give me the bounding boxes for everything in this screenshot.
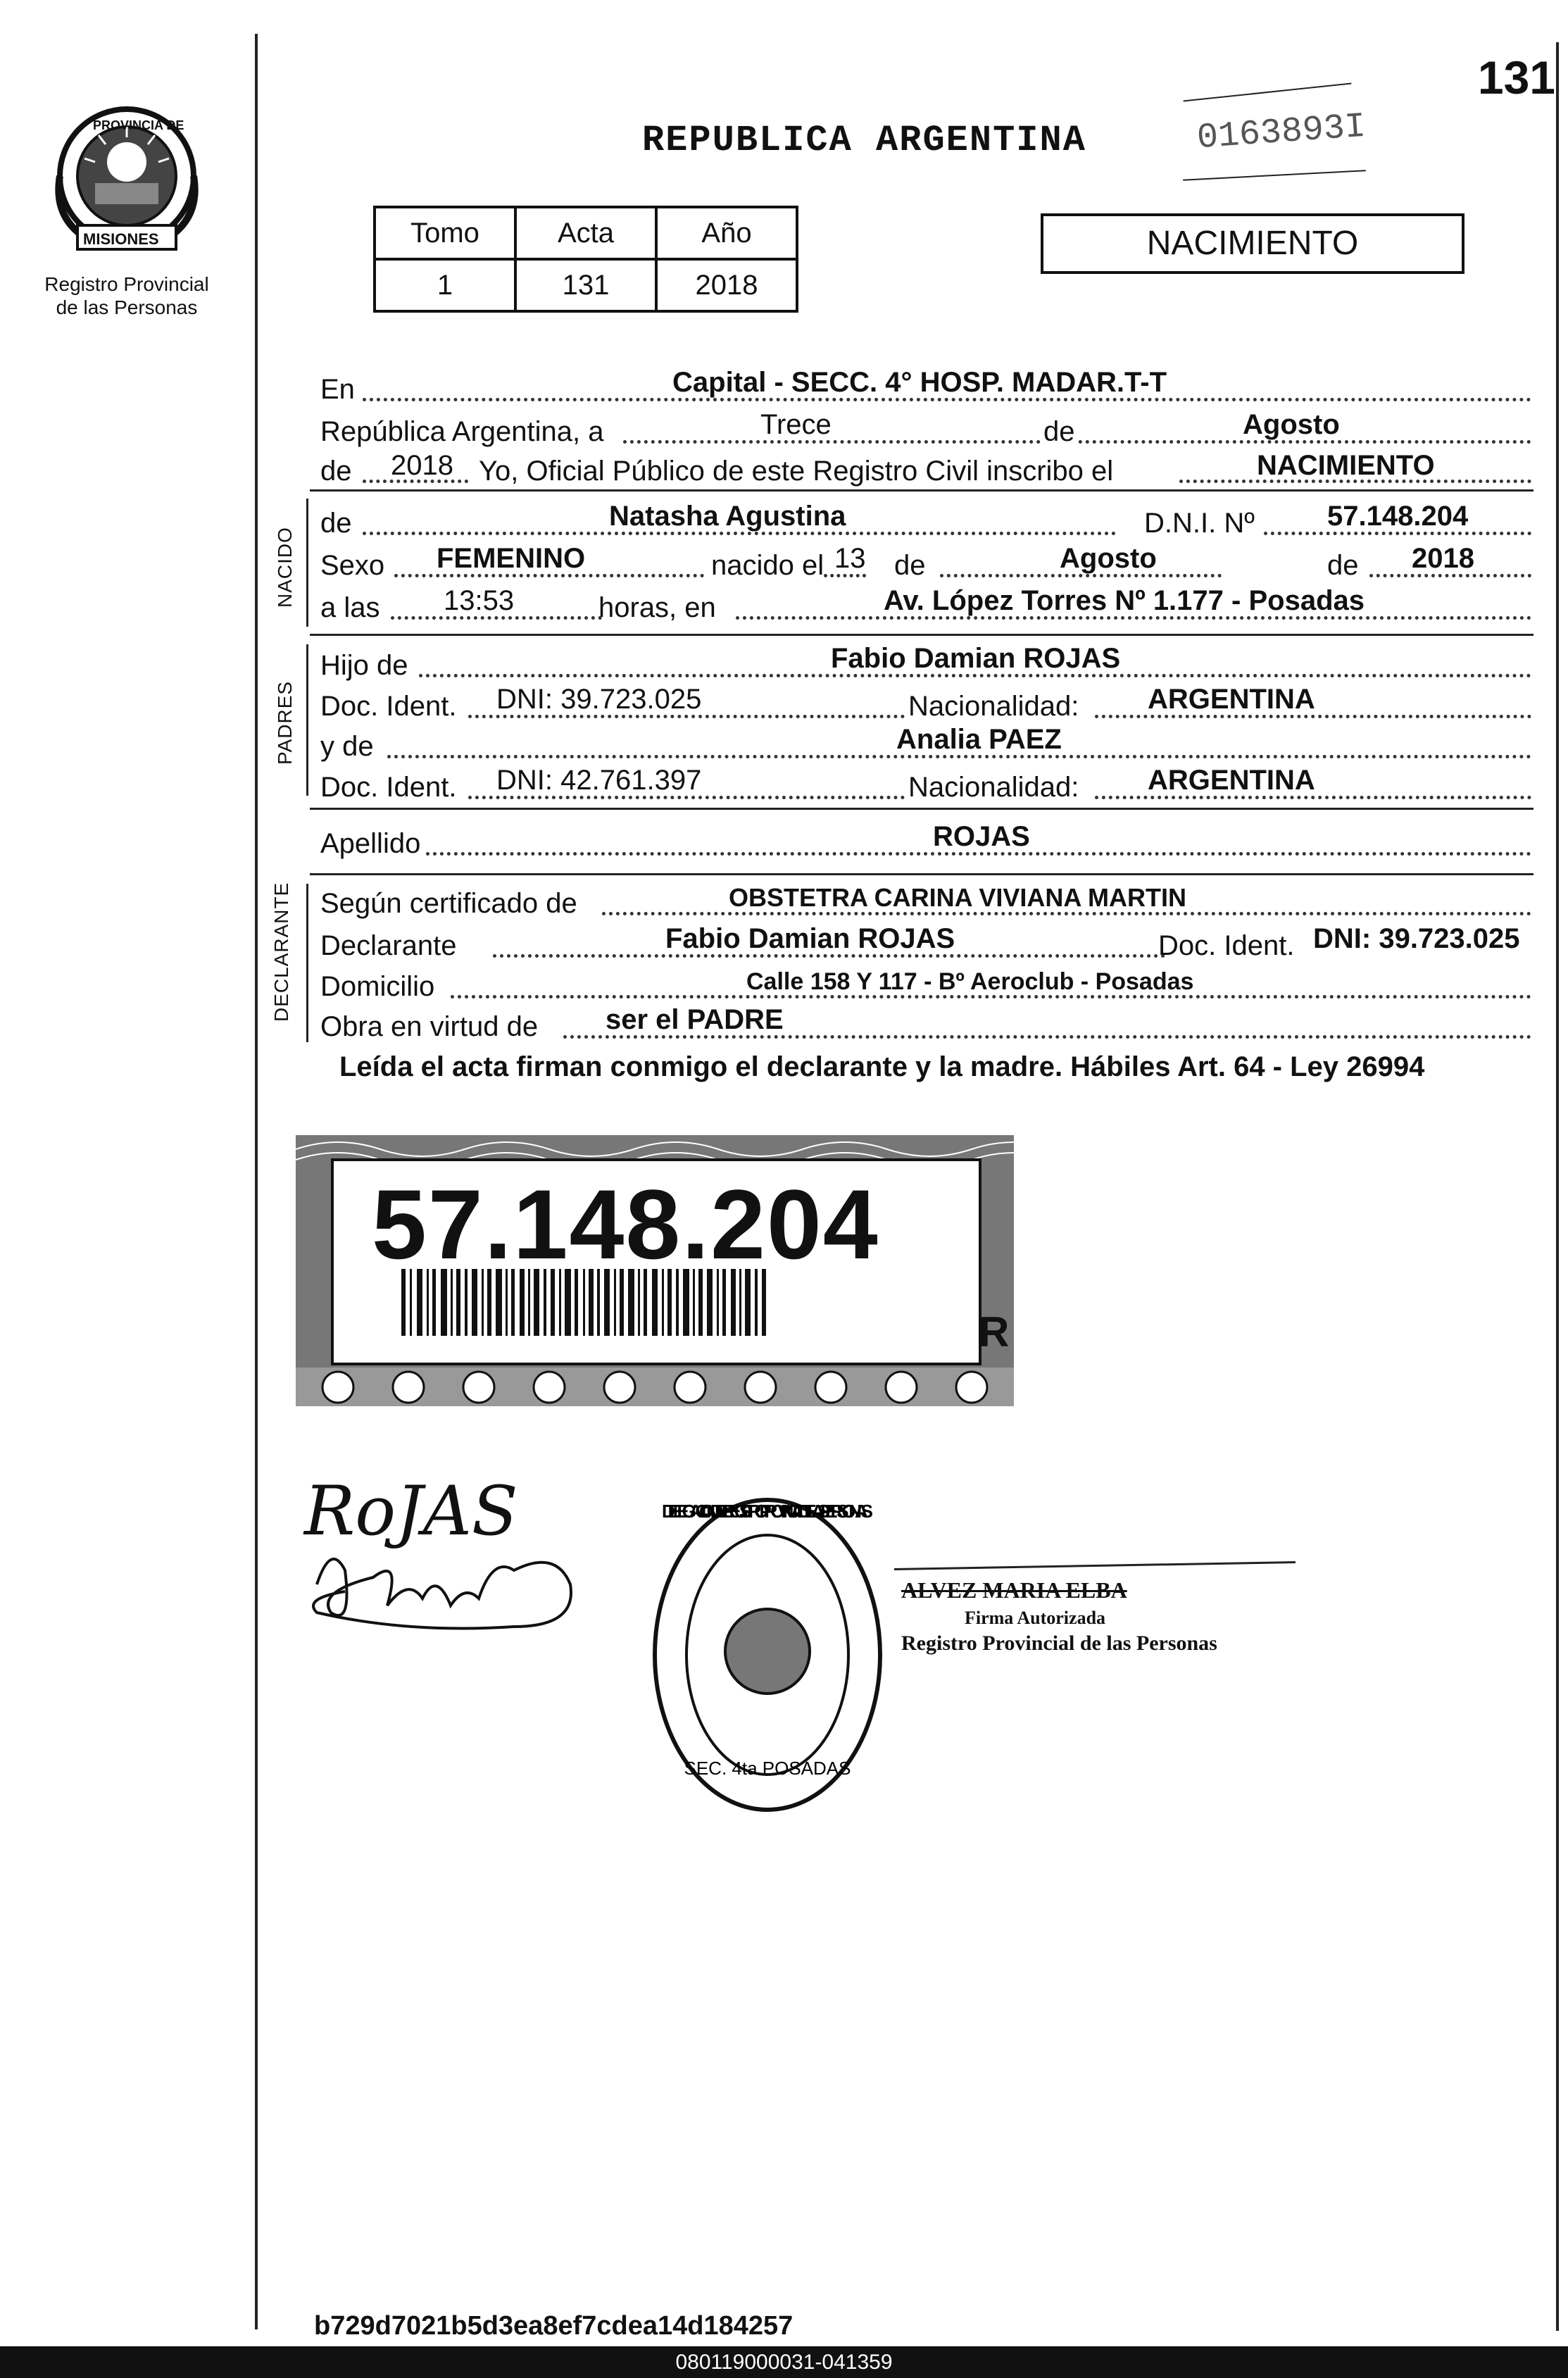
day-text: Trece (760, 409, 832, 440)
serial-number: 0163893I (1196, 106, 1367, 159)
apellido-value: ROJAS (933, 821, 1030, 852)
de-person-label: de (320, 508, 352, 539)
official-signature-block (901, 1577, 1217, 1656)
serial-overline (1184, 82, 1352, 101)
record-type-box: NACIMIENTO (1041, 213, 1464, 274)
serial-underline (1183, 170, 1366, 181)
mother-doc: DNI: 42.761.397 (496, 765, 702, 796)
line-hora (320, 584, 1531, 627)
en-label: En (320, 374, 355, 405)
birth-year: 2018 (1412, 543, 1474, 574)
legal-note: Leída el acta firman conmigo el declarante y la madre. Hábiles Art. 64 - Ley 26994 (339, 1051, 1425, 1082)
official-text: Yo, Oficial Público de este Registro Civil inscribo el (479, 456, 1114, 487)
birth-time: 13:53 (444, 585, 515, 616)
yde-label: y de (320, 731, 374, 762)
section-divider-1 (310, 489, 1533, 492)
record-table-value-row (375, 259, 797, 311)
nacionalidad-label: Nacionalidad: (908, 772, 1079, 803)
oval-seal-text: DELEGACION DEL REGISTRO PROVINCIAL DE LAS PERSONAS (662, 1501, 873, 1522)
line-apellido (320, 820, 1531, 863)
line-declarante (320, 922, 1531, 965)
footer-code: 080119000031-041359 (0, 2346, 1568, 2378)
line-obra (320, 1003, 1531, 1046)
line-sexo (320, 542, 1531, 584)
person-name: Natasha Agustina (609, 501, 846, 532)
line-yde (320, 723, 1531, 765)
year-prefix: de (320, 456, 352, 487)
official-registry: Registro Provincial de las Personas (901, 1632, 1217, 1655)
document-hash: b729d7021b5d3ea8ef7cdea14d184257 (314, 2311, 794, 2341)
en-value: Capital - SECC. 4° HOSP. MADAR.T-T (672, 367, 1167, 398)
stamp-letter: R (979, 1308, 1010, 1356)
nacido-label: nacido el (711, 550, 824, 581)
padres-bracket (306, 644, 308, 796)
sexo-label: Sexo (320, 550, 385, 581)
tomo-value: 1 (375, 259, 515, 311)
birth-day: 13 (834, 543, 866, 574)
dni-label: D.N.I. Nº (1144, 508, 1255, 539)
republica-label: República Argentina, a (320, 416, 604, 447)
acta-header: Acta (515, 207, 656, 259)
line-name (320, 500, 1531, 542)
line-official (320, 448, 1531, 490)
official-oval-seal (648, 1493, 887, 1817)
decl-doc-label: Doc. Ident. (1158, 930, 1295, 961)
section-divider-3 (310, 808, 1533, 810)
seal-bottom-text: MISIONES (83, 230, 159, 248)
declarant-signature-icon (303, 1528, 584, 1655)
domicilio-label: Domicilio (320, 971, 435, 1002)
handwritten-name: RoJAS (304, 1472, 518, 1551)
nacionalidad-label: Nacionalidad: (908, 691, 1079, 722)
country-title: REPUBLICA ARGENTINA (642, 120, 1086, 161)
line-father-doc (320, 683, 1531, 725)
declarante-value: Fabio Damian ROJAS (665, 923, 955, 954)
line-domicilio (320, 963, 1531, 1006)
record-table (373, 206, 798, 313)
domicilio-value: Calle 158 Y 117 - Bº Aeroclub - Posadas (746, 968, 1194, 995)
sexo-value: FEMENINO (437, 543, 586, 574)
anio-value: 2018 (656, 259, 797, 311)
declarante-section-label: DECLARANTE (270, 882, 292, 1022)
alas-label: a las (320, 592, 380, 623)
doc-label: Doc. Ident. (320, 772, 457, 803)
section-divider-2 (310, 634, 1533, 636)
apellido-label: Apellido (320, 828, 421, 859)
line-segun (320, 880, 1531, 922)
doc-label: Doc. Ident. (320, 691, 457, 722)
record-table-header-row (375, 207, 797, 259)
anio-header: Año (656, 207, 797, 259)
line-republica (320, 408, 1531, 451)
right-margin-line (1556, 42, 1559, 2331)
nacido-section-label: NACIDO (274, 527, 296, 608)
horas-label: horas, en (598, 592, 716, 623)
birth-month: Agosto (1060, 543, 1157, 574)
left-margin-line (255, 34, 258, 2329)
seal-top-text: PROVINCIA DE (93, 118, 184, 132)
page-number: 131 (1477, 51, 1555, 104)
tomo-header: Tomo (375, 207, 515, 259)
declarante-bracket (306, 884, 308, 1042)
year-value: 2018 (391, 450, 453, 481)
section-divider-4 (310, 873, 1533, 875)
registry-label-line1: Registro Provincial (44, 273, 209, 295)
dni-value: 57.148.204 (1327, 501, 1469, 532)
obra-label: Obra en virtud de (320, 1011, 539, 1042)
decl-doc-value: DNI: 39.723.025 (1313, 923, 1520, 954)
official-name: ALVEZ MARIA ELBA (901, 1577, 1127, 1603)
mother-nat: ARGENTINA (1148, 765, 1315, 796)
registry-label-line2: de las Personas (56, 296, 198, 318)
de3-label: de (1327, 550, 1359, 581)
inscribe-value: NACIMIENTO (1257, 450, 1435, 481)
oval-inner-text: SEC. 4ta POSADAS (684, 1758, 851, 1779)
mother-name: Analia PAEZ (896, 724, 1062, 755)
father-nat: ARGENTINA (1148, 684, 1315, 715)
segun-value: OBSTETRA CARINA VIVIANA MARTIN (729, 883, 1186, 912)
acta-value: 131 (515, 259, 656, 311)
line-hijo (320, 642, 1531, 684)
barcode-number: 57.148.204 (372, 1169, 879, 1279)
hijo-label: Hijo de (320, 650, 408, 681)
padres-section-label: PADRES (274, 680, 296, 765)
segun-label: Según certificado de (320, 888, 577, 919)
de-label: de (1041, 416, 1078, 448)
line-en (320, 366, 1531, 408)
birth-place: Av. López Torres Nº 1.177 - Posadas (884, 585, 1365, 616)
de2-label: de (894, 550, 926, 581)
firma-label: Firma Autorizada (965, 1608, 1106, 1628)
official-signature-line (894, 1561, 1296, 1570)
registry-logo (28, 99, 225, 319)
father-doc: DNI: 39.723.025 (496, 684, 702, 715)
line-mother-doc (320, 764, 1531, 806)
obra-value: ser el PADRE (606, 1004, 784, 1035)
declarante-label: Declarante (320, 930, 457, 961)
father-name: Fabio Damian ROJAS (831, 643, 1121, 674)
nacido-bracket (306, 499, 308, 627)
month-text: Agosto (1243, 409, 1340, 440)
